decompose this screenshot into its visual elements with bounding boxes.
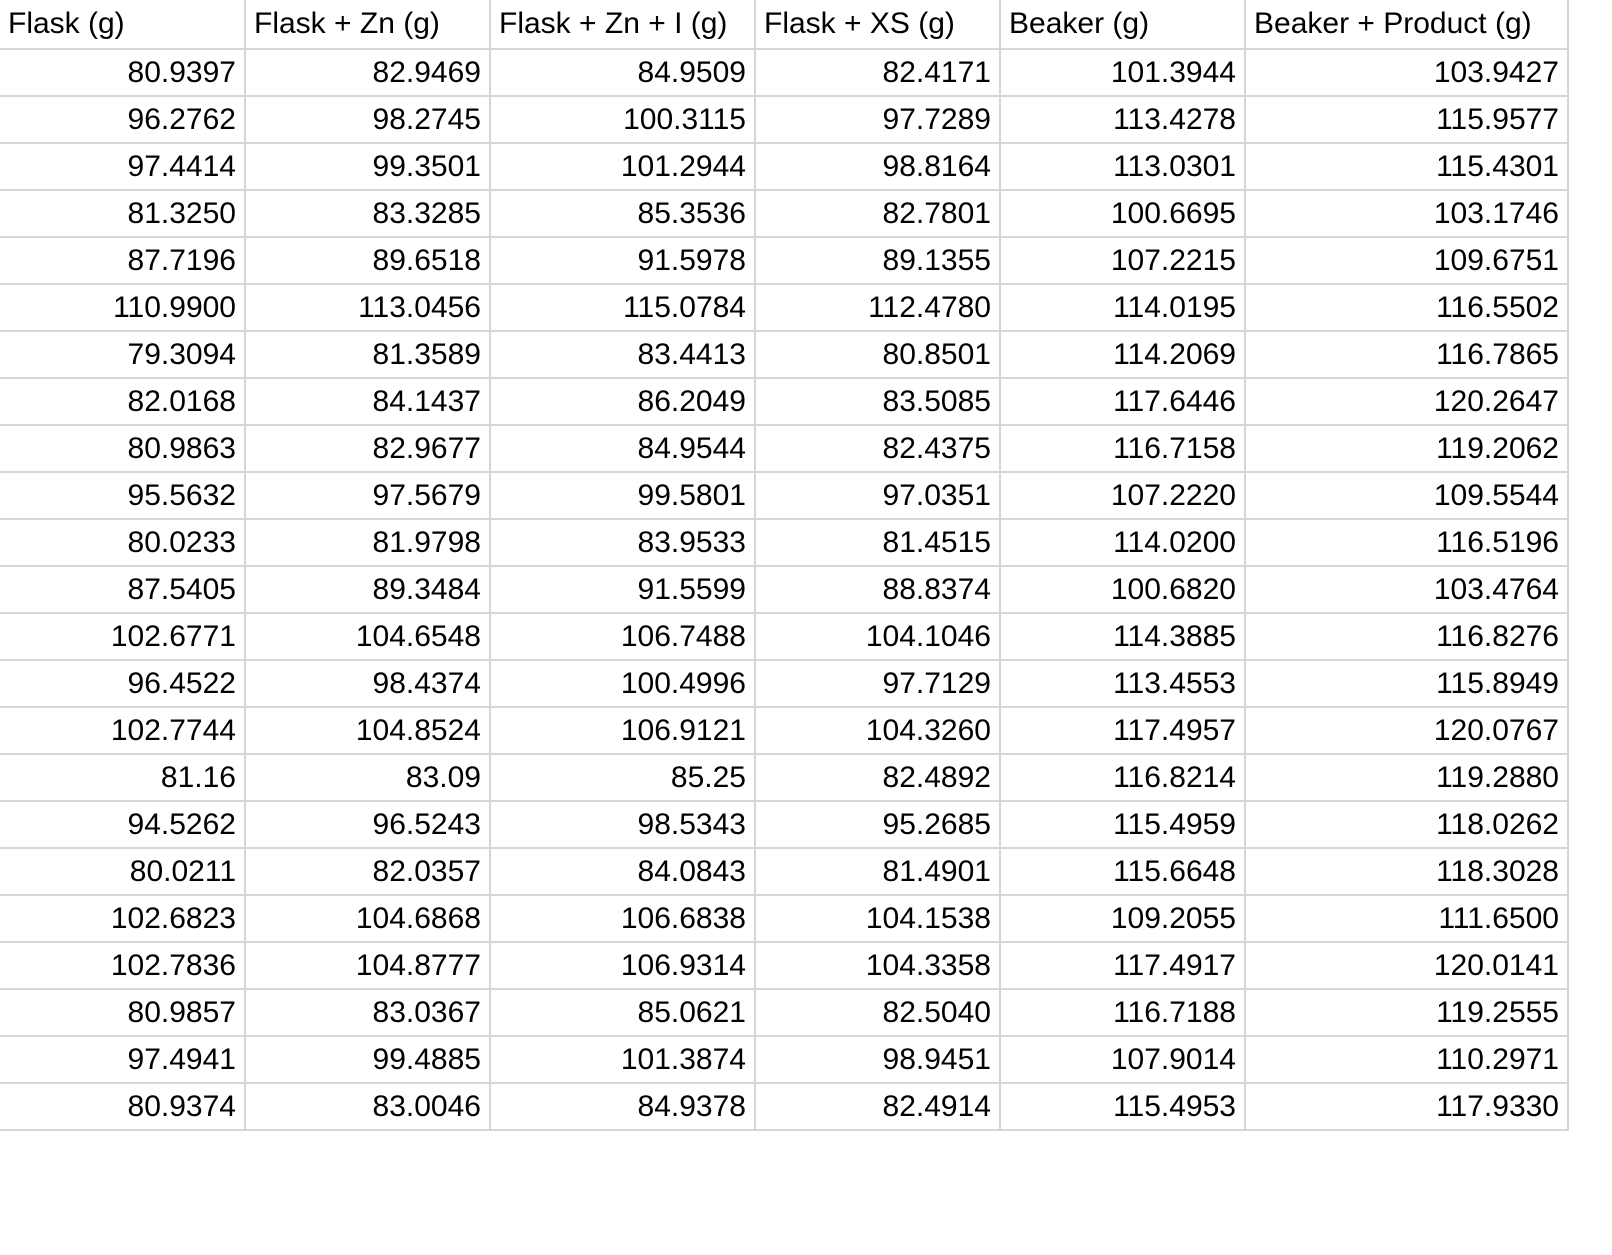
cell-flask-zn[interactable]: 83.09 bbox=[245, 754, 490, 801]
cell-flask-zn-i[interactable]: 83.4413 bbox=[490, 331, 755, 378]
cell-beaker-product[interactable]: 119.2880 bbox=[1245, 754, 1568, 801]
cell-flask-zn-i[interactable]: 91.5599 bbox=[490, 566, 755, 613]
column-header-flask-zn-i[interactable]: Flask + Zn + I (g) bbox=[490, 0, 755, 49]
table-row bbox=[0, 237, 1568, 284]
cell-beaker[interactable]: 100.6695 bbox=[1000, 190, 1245, 237]
cell-flask-zn[interactable]: 83.3285 bbox=[245, 190, 490, 237]
cell-beaker[interactable]: 116.7158 bbox=[1000, 425, 1245, 472]
cell-flask[interactable]: 102.6823 bbox=[0, 895, 245, 942]
header-row bbox=[0, 0, 1568, 49]
cell-flask[interactable]: 97.4414 bbox=[0, 143, 245, 190]
cell-flask[interactable]: 80.9397 bbox=[0, 49, 245, 96]
cell-flask-zn[interactable]: 82.9677 bbox=[245, 425, 490, 472]
column-header-beaker[interactable]: Beaker (g) bbox=[1000, 0, 1245, 49]
cell-beaker-product[interactable]: 120.2647 bbox=[1245, 378, 1568, 425]
cell-flask-xs[interactable]: 112.4780 bbox=[755, 284, 1000, 331]
cell-flask-xs[interactable]: 104.3260 bbox=[755, 707, 1000, 754]
table-row bbox=[0, 331, 1568, 378]
cell-flask[interactable]: 97.4941 bbox=[0, 1036, 245, 1083]
cell-flask-zn-i[interactable]: 106.6838 bbox=[490, 895, 755, 942]
table-row bbox=[0, 848, 1568, 895]
table-header bbox=[0, 0, 1568, 49]
cell-flask-zn-i[interactable]: 83.9533 bbox=[490, 519, 755, 566]
cell-flask-xs[interactable]: 80.8501 bbox=[755, 331, 1000, 378]
table-row bbox=[0, 378, 1568, 425]
cell-flask[interactable]: 102.7836 bbox=[0, 942, 245, 989]
cell-beaker[interactable]: 109.2055 bbox=[1000, 895, 1245, 942]
cell-beaker-product[interactable]: 103.1746 bbox=[1245, 190, 1568, 237]
column-header-flask-xs[interactable]: Flask + XS (g) bbox=[755, 0, 1000, 49]
cell-beaker[interactable]: 117.4957 bbox=[1000, 707, 1245, 754]
cell-flask[interactable]: 94.5262 bbox=[0, 801, 245, 848]
cell-beaker-product[interactable]: 116.8276 bbox=[1245, 613, 1568, 660]
cell-flask-zn-i[interactable]: 84.0843 bbox=[490, 848, 755, 895]
cell-flask-xs[interactable]: 104.1538 bbox=[755, 895, 1000, 942]
cell-beaker[interactable]: 115.4959 bbox=[1000, 801, 1245, 848]
cell-beaker-product[interactable]: 115.4301 bbox=[1245, 143, 1568, 190]
cell-flask[interactable]: 96.4522 bbox=[0, 660, 245, 707]
cell-beaker-product[interactable]: 115.9577 bbox=[1245, 96, 1568, 143]
cell-beaker-product[interactable]: 109.6751 bbox=[1245, 237, 1568, 284]
cell-beaker[interactable]: 116.7188 bbox=[1000, 989, 1245, 1036]
table-row bbox=[0, 472, 1568, 519]
cell-flask[interactable]: 79.3094 bbox=[0, 331, 245, 378]
cell-flask-zn-i[interactable]: 85.3536 bbox=[490, 190, 755, 237]
cell-flask-xs[interactable]: 89.1355 bbox=[755, 237, 1000, 284]
cell-flask-xs[interactable]: 104.1046 bbox=[755, 613, 1000, 660]
table-row bbox=[0, 96, 1568, 143]
table-row bbox=[0, 425, 1568, 472]
cell-flask[interactable]: 81.3250 bbox=[0, 190, 245, 237]
table-row bbox=[0, 660, 1568, 707]
cell-flask-zn-i[interactable]: 85.0621 bbox=[490, 989, 755, 1036]
cell-flask-zn[interactable]: 81.9798 bbox=[245, 519, 490, 566]
cell-flask[interactable]: 82.0168 bbox=[0, 378, 245, 425]
table-row bbox=[0, 519, 1568, 566]
cell-beaker[interactable]: 114.0200 bbox=[1000, 519, 1245, 566]
cell-flask-zn-i[interactable]: 101.2944 bbox=[490, 143, 755, 190]
cell-beaker[interactable]: 117.6446 bbox=[1000, 378, 1245, 425]
cell-flask-zn[interactable]: 104.8777 bbox=[245, 942, 490, 989]
cell-beaker[interactable]: 116.8214 bbox=[1000, 754, 1245, 801]
cell-flask-zn-i[interactable]: 115.0784 bbox=[490, 284, 755, 331]
cell-beaker-product[interactable]: 120.0141 bbox=[1245, 942, 1568, 989]
cell-flask-xs[interactable]: 82.4892 bbox=[755, 754, 1000, 801]
cell-beaker[interactable]: 107.2220 bbox=[1000, 472, 1245, 519]
table-row bbox=[0, 190, 1568, 237]
cell-flask-zn[interactable]: 104.6548 bbox=[245, 613, 490, 660]
cell-beaker[interactable]: 114.0195 bbox=[1000, 284, 1245, 331]
cell-flask[interactable]: 80.9863 bbox=[0, 425, 245, 472]
cell-flask-xs[interactable]: 98.8164 bbox=[755, 143, 1000, 190]
cell-flask[interactable]: 102.7744 bbox=[0, 707, 245, 754]
cell-flask[interactable]: 102.6771 bbox=[0, 613, 245, 660]
cell-beaker[interactable]: 114.2069 bbox=[1000, 331, 1245, 378]
cell-beaker[interactable]: 113.4278 bbox=[1000, 96, 1245, 143]
cell-flask-zn[interactable]: 99.3501 bbox=[245, 143, 490, 190]
cell-flask-xs[interactable]: 97.7129 bbox=[755, 660, 1000, 707]
cell-flask-zn[interactable]: 82.9469 bbox=[245, 49, 490, 96]
cell-beaker-product[interactable]: 119.2555 bbox=[1245, 989, 1568, 1036]
cell-flask-zn-i[interactable]: 91.5978 bbox=[490, 237, 755, 284]
cell-beaker-product[interactable]: 103.4764 bbox=[1245, 566, 1568, 613]
cell-beaker[interactable]: 101.3944 bbox=[1000, 49, 1245, 96]
cell-flask-zn[interactable]: 83.0367 bbox=[245, 989, 490, 1036]
table-row bbox=[0, 989, 1568, 1036]
table-row bbox=[0, 613, 1568, 660]
table-body bbox=[0, 49, 1568, 1130]
cell-flask-zn-i[interactable]: 106.9314 bbox=[490, 942, 755, 989]
cell-beaker-product[interactable]: 119.2062 bbox=[1245, 425, 1568, 472]
cell-flask[interactable]: 80.9857 bbox=[0, 989, 245, 1036]
cell-beaker[interactable]: 107.9014 bbox=[1000, 1036, 1245, 1083]
cell-flask[interactable]: 80.0211 bbox=[0, 848, 245, 895]
table-row bbox=[0, 49, 1568, 96]
cell-flask-xs[interactable]: 97.7289 bbox=[755, 96, 1000, 143]
cell-flask-zn-i[interactable]: 86.2049 bbox=[490, 378, 755, 425]
cell-flask-xs[interactable]: 81.4901 bbox=[755, 848, 1000, 895]
cell-flask-zn[interactable]: 99.4885 bbox=[245, 1036, 490, 1083]
cell-flask-zn[interactable]: 104.6868 bbox=[245, 895, 490, 942]
cell-flask[interactable]: 110.9900 bbox=[0, 284, 245, 331]
cell-flask[interactable]: 87.5405 bbox=[0, 566, 245, 613]
table-row bbox=[0, 895, 1568, 942]
cell-flask-xs[interactable]: 98.9451 bbox=[755, 1036, 1000, 1083]
cell-beaker-product[interactable]: 117.9330 bbox=[1245, 1083, 1568, 1130]
column-header-beaker-product[interactable]: Beaker + Product (g) bbox=[1245, 0, 1568, 49]
cell-beaker[interactable]: 113.4553 bbox=[1000, 660, 1245, 707]
cell-flask-zn[interactable]: 96.5243 bbox=[245, 801, 490, 848]
cell-flask-xs[interactable]: 82.5040 bbox=[755, 989, 1000, 1036]
cell-flask-zn-i[interactable]: 101.3874 bbox=[490, 1036, 755, 1083]
cell-flask-zn-i[interactable]: 106.9121 bbox=[490, 707, 755, 754]
cell-flask-zn-i[interactable]: 100.3115 bbox=[490, 96, 755, 143]
cell-beaker-product[interactable]: 116.7865 bbox=[1245, 331, 1568, 378]
cell-flask-zn-i[interactable]: 99.5801 bbox=[490, 472, 755, 519]
cell-flask[interactable]: 95.5632 bbox=[0, 472, 245, 519]
cell-beaker-product[interactable]: 103.9427 bbox=[1245, 49, 1568, 96]
cell-flask-zn-i[interactable]: 84.9378 bbox=[490, 1083, 755, 1130]
cell-flask-zn-i[interactable]: 84.9544 bbox=[490, 425, 755, 472]
cell-flask-xs[interactable]: 104.3358 bbox=[755, 942, 1000, 989]
cell-beaker[interactable]: 115.4953 bbox=[1000, 1083, 1245, 1130]
cell-flask-zn[interactable]: 84.1437 bbox=[245, 378, 490, 425]
cell-flask[interactable]: 80.9374 bbox=[0, 1083, 245, 1130]
table-row bbox=[0, 754, 1568, 801]
cell-beaker[interactable]: 114.3885 bbox=[1000, 613, 1245, 660]
table-row bbox=[0, 143, 1568, 190]
cell-flask-zn-i[interactable]: 100.4996 bbox=[490, 660, 755, 707]
cell-beaker-product[interactable]: 111.6500 bbox=[1245, 895, 1568, 942]
cell-flask[interactable]: 87.7196 bbox=[0, 237, 245, 284]
cell-beaker-product[interactable]: 110.2971 bbox=[1245, 1036, 1568, 1083]
cell-flask-zn[interactable]: 83.0046 bbox=[245, 1083, 490, 1130]
cell-flask-zn[interactable]: 82.0357 bbox=[245, 848, 490, 895]
cell-flask-zn[interactable]: 98.2745 bbox=[245, 96, 490, 143]
cell-beaker[interactable]: 100.6820 bbox=[1000, 566, 1245, 613]
cell-flask-zn-i[interactable]: 84.9509 bbox=[490, 49, 755, 96]
cell-beaker[interactable]: 107.2215 bbox=[1000, 237, 1245, 284]
cell-flask-zn[interactable]: 81.3589 bbox=[245, 331, 490, 378]
cell-beaker-product[interactable]: 116.5502 bbox=[1245, 284, 1568, 331]
cell-beaker-product[interactable]: 116.5196 bbox=[1245, 519, 1568, 566]
cell-beaker-product[interactable]: 118.0262 bbox=[1245, 801, 1568, 848]
table-row bbox=[0, 707, 1568, 754]
cell-flask-xs[interactable]: 81.4515 bbox=[755, 519, 1000, 566]
cell-beaker[interactable]: 113.0301 bbox=[1000, 143, 1245, 190]
cell-flask-xs[interactable]: 97.0351 bbox=[755, 472, 1000, 519]
cell-flask[interactable]: 81.16 bbox=[0, 754, 245, 801]
cell-flask[interactable]: 80.0233 bbox=[0, 519, 245, 566]
cell-flask-zn[interactable]: 89.3484 bbox=[245, 566, 490, 613]
table-row bbox=[0, 1036, 1568, 1083]
cell-flask-zn-i[interactable]: 98.5343 bbox=[490, 801, 755, 848]
cell-flask-zn-i[interactable]: 85.25 bbox=[490, 754, 755, 801]
cell-beaker-product[interactable]: 115.8949 bbox=[1245, 660, 1568, 707]
cell-flask-xs[interactable]: 82.4375 bbox=[755, 425, 1000, 472]
column-header-flask-zn[interactable]: Flask + Zn (g) bbox=[245, 0, 490, 49]
table-row bbox=[0, 566, 1568, 613]
cell-flask-zn[interactable]: 104.8524 bbox=[245, 707, 490, 754]
table-row bbox=[0, 942, 1568, 989]
cell-flask-xs[interactable]: 95.2685 bbox=[755, 801, 1000, 848]
table-row bbox=[0, 284, 1568, 331]
cell-beaker[interactable]: 115.6648 bbox=[1000, 848, 1245, 895]
table-row bbox=[0, 801, 1568, 848]
cell-flask-zn[interactable]: 97.5679 bbox=[245, 472, 490, 519]
cell-flask-xs[interactable]: 82.4171 bbox=[755, 49, 1000, 96]
cell-flask-zn[interactable]: 113.0456 bbox=[245, 284, 490, 331]
cell-flask-xs[interactable]: 83.5085 bbox=[755, 378, 1000, 425]
cell-beaker-product[interactable]: 120.0767 bbox=[1245, 707, 1568, 754]
cell-beaker[interactable]: 117.4917 bbox=[1000, 942, 1245, 989]
cell-flask[interactable]: 96.2762 bbox=[0, 96, 245, 143]
cell-flask-zn[interactable]: 89.6518 bbox=[245, 237, 490, 284]
column-header-flask[interactable]: Flask (g) bbox=[0, 0, 245, 49]
cell-beaker-product[interactable]: 109.5544 bbox=[1245, 472, 1568, 519]
cell-flask-xs[interactable]: 82.4914 bbox=[755, 1083, 1000, 1130]
cell-flask-xs[interactable]: 82.7801 bbox=[755, 190, 1000, 237]
cell-flask-zn-i[interactable]: 106.7488 bbox=[490, 613, 755, 660]
cell-flask-xs[interactable]: 88.8374 bbox=[755, 566, 1000, 613]
cell-flask-zn[interactable]: 98.4374 bbox=[245, 660, 490, 707]
table-row bbox=[0, 1083, 1568, 1130]
cell-beaker-product[interactable]: 118.3028 bbox=[1245, 848, 1568, 895]
